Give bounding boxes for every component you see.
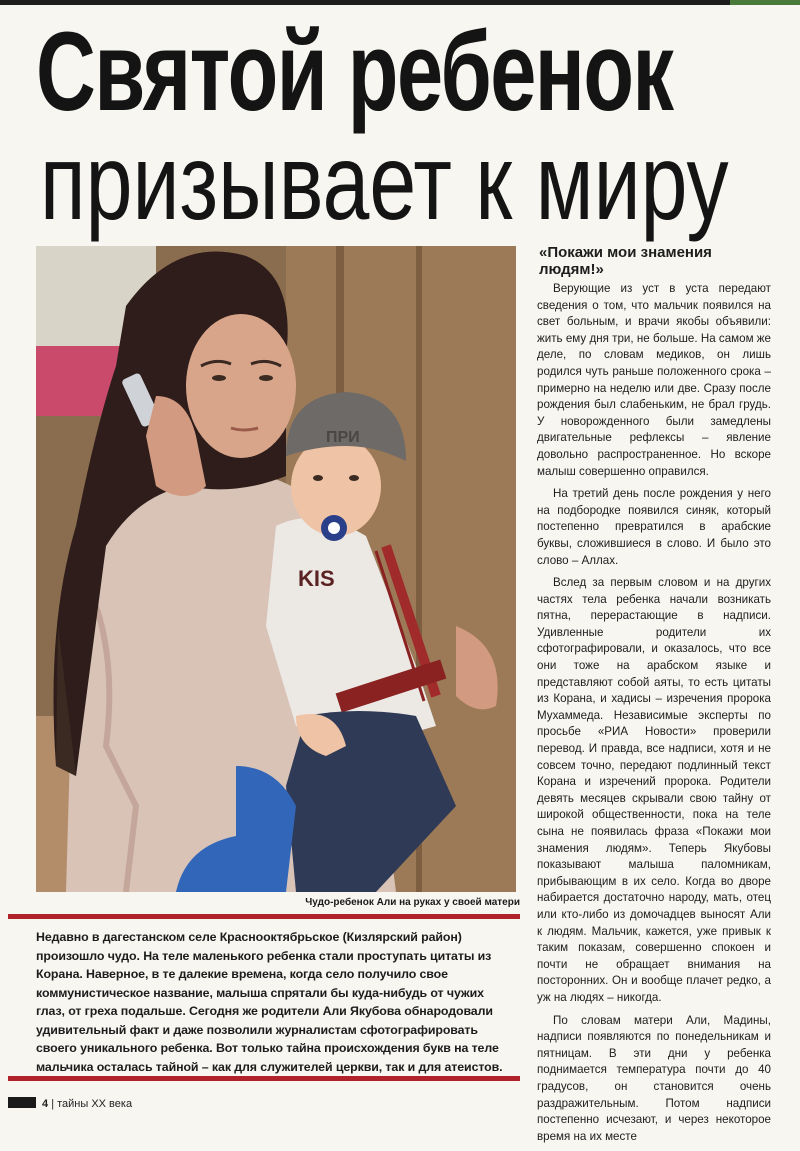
top-border <box>0 0 800 5</box>
article-column <box>537 244 771 1151</box>
article-subheading: «Покажи мои знамения людям!» <box>539 244 712 278</box>
photo-caption: Чудо-ребенок Али на руках у своей матери <box>305 897 520 908</box>
lead-paragraph <box>36 928 516 1076</box>
headline-line-2: призывает к миру <box>40 121 729 242</box>
article-paragraph: Верующие из уст в уста передают сведения о том, что мальчик появился на свет больным, и врачи якобы объявили: жить ему дня три, не больше. На самом же деле, по словам медиков, он лишь родился чуть раньше положенного срока – примерно на неделю или две. Сразу после рождения был слабеньким, не брал грудь. У новорожденного были замедлены двигательные рефлексы – явление довольно распространенное. Но вскоре малыш совершенно оправился. <box>537 282 771 478</box>
woman-eye <box>259 375 273 381</box>
woman-eye <box>212 375 226 381</box>
photo-illustration <box>36 246 516 892</box>
red-divider-bottom <box>8 1076 520 1081</box>
page-footer <box>8 1096 132 1112</box>
footer-separator: | <box>51 1098 55 1110</box>
woman-face <box>186 314 296 458</box>
hat-text: ПРИ <box>326 429 360 446</box>
pacifier-ring <box>328 522 340 534</box>
child-eye <box>313 475 323 481</box>
magazine-name: тайны XX века <box>57 1098 133 1110</box>
top-border-accent <box>730 0 800 5</box>
shirt-text: KIS <box>298 566 335 591</box>
article-paragraph: По словам матери Али, Мадины, надписи появляются по понедельникам и пятницам. В эти дни у ребенка поднимается температура почти до 40 градусов, он становится очень раздражительным. Потом надписи постепенно исчезают, и через некоторое время на их месте <box>537 1013 771 1143</box>
lead-text: Недавно в дагестанском селе Краснооктябрьское (Кизлярский район) произошло чудо. На теле маленького ребенка стали проступать цитаты из Корана. Наверное, в те далекие времена, когда село получило свое коммунистическое название, малыша спрятали бы куда-нибудь от чужих глаз, от греха подальше. Сегодня же родители Али Якубова обнародовали удивительный факт и даже позволили журналистам сфотографировать своего уникального ребенка. Вот только тайна происхождения букв на теле мальчика осталась тайной – как для служителей церкви, так и для атеистов. <box>36 930 503 1074</box>
article-photo <box>36 246 516 892</box>
red-divider-top <box>8 914 520 919</box>
article-paragraph: На третий день после рождения у него на подбородке появился синяк, который постепенно превратился в арабские буквы, сложившиеся в слово. И было это слово – Аллах. <box>537 487 771 567</box>
footer-block <box>8 1097 36 1108</box>
child-eye <box>349 475 359 481</box>
page-number: 4 <box>42 1098 49 1110</box>
headline-line-1: Святой ребенок <box>36 9 673 134</box>
article-paragraph: Вслед за первым словом и на других частях тела ребенка начали возникать пятна, перерастающие в надписи. Удивленные родители их сфотографировали, и оказалось, что все они тоже на арабском языке и представляют собой аяты, то есть цитаты из Корана, и хадисы – изречения пророка Мухаммеда. Независимые эксперты по просьбе «РИА Новости» проверили перевод. И правда, все надписи, хотя и не совсем точно, передают подлинный текст Корана и изречений пророка. Родители девять месяцев скрывали свою тайну от широкой общественности, пока на теле сына не появилась фраза «Покажи мои знамения людям». Теперь Якубовы показывают малыша паломникам, прибывающим в их село. Когда во дворе набирается достаточно народу, мать, отец или кто-либо из домочадцев выносят Али к людям. Мальчик, кажется, уже привык к таким показам, совершенно спокоен и почти не обращает внимания на посторонних. Он и вообще плачет редко, а уж на людях – никогда. <box>537 576 771 1004</box>
